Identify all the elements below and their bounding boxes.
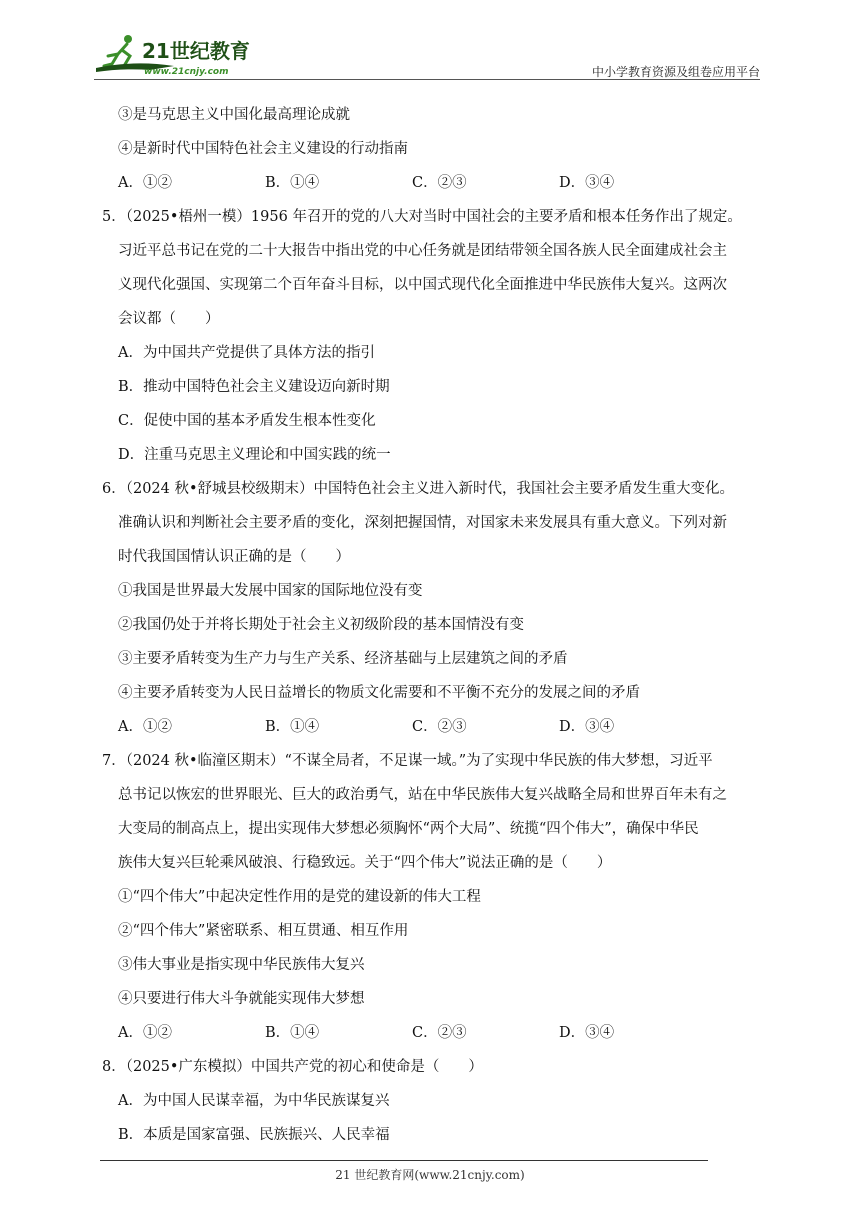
option-row — [102, 710, 772, 744]
statement-item: ④是新时代中国特色社会主义建设的行动指南 — [118, 141, 408, 157]
question-stem: 6．（2024 秋•舒城县校级期末）中国特色社会主义进入新时代，我国社会主要矛盾发生重大变化。 — [102, 481, 735, 497]
option-b: B．①④ — [265, 719, 320, 735]
option-d: D．③④ — [559, 1025, 615, 1041]
option-row — [102, 166, 772, 200]
statement-item: ③主要矛盾转变为生产力与生产关系、经济基础与上层建筑之间的矛盾 — [118, 651, 568, 667]
question-stem: 大变局的制高点上，提出实现伟大梦想必须胸怀“两个大局”、统揽“四个伟大”，确保中华民 — [118, 821, 699, 837]
question-stem: 族伟大复兴巨轮乘风破浪、行稳致远。关于“四个伟大”说法正确的是（ ） — [118, 855, 612, 871]
option-b: B．①④ — [265, 175, 320, 191]
statement-item: ②“四个伟大”紧密联系、相互贯通、相互作用 — [118, 923, 409, 939]
option-d: D．③④ — [559, 175, 615, 191]
question-5 — [102, 200, 772, 472]
question-stem: 总书记以恢宏的世界眼光、巨大的政治勇气，站在中华民族伟大复兴战略全局和世界百年未有之 — [118, 787, 727, 803]
question-stem: 习近平总书记在党的二十大报告中指出党的中心任务就是团结带领全国各族人民全面建成社会主 — [118, 243, 727, 259]
site-logo — [94, 32, 264, 76]
question-stem: 义现代化强国、实现第二个百年奋斗目标，以中国式现代化全面推进中华民族伟大复兴。这两次 — [118, 277, 727, 293]
carry-over-question — [102, 98, 772, 200]
question-stem: 7．（2024 秋•临潼区期末）“不谋全局者，不足谋一域。”为了实现中华民族的伟大梦想，习近平 — [102, 753, 713, 769]
option-c: C．②③ — [412, 719, 467, 735]
logo-runner-body — [104, 44, 130, 66]
header-divider — [94, 79, 760, 80]
page-header — [94, 30, 760, 80]
logo-runner-head — [124, 35, 132, 43]
logo-text: 21世纪教育 — [142, 39, 250, 63]
statement-item: ④主要矛盾转变为人民日益增长的物质文化需要和不平衡不充分的发展之间的矛盾 — [118, 685, 640, 701]
option-a: A．①② — [118, 175, 172, 191]
statement-item: ③是马克思主义中国化最高理论成就 — [118, 107, 350, 123]
question-stem: 会议都（ ） — [118, 311, 220, 327]
choice-b: B．推动中国特色社会主义建设迈向新时期 — [118, 379, 390, 395]
option-d: D．③④ — [559, 719, 615, 735]
option-a: A．①② — [118, 719, 172, 735]
question-6 — [102, 472, 772, 744]
statement-item: ③伟大事业是指实现中华民族伟大复兴 — [118, 957, 365, 973]
question-7 — [102, 744, 772, 1050]
footer-divider — [100, 1160, 708, 1161]
question-stem: 时代我国国情认识正确的是（ ） — [118, 549, 350, 565]
statement-item: ④只要进行伟大斗争就能实现伟大梦想 — [118, 991, 365, 1007]
option-c: C．②③ — [412, 175, 467, 191]
choice-c: C．促使中国的基本矛盾发生根本性变化 — [118, 413, 376, 429]
question-content — [102, 98, 772, 1152]
choice-a: A．为中国共产党提供了具体方法的指引 — [118, 345, 375, 361]
choice-d: D．注重马克思主义理论和中国实践的统一 — [118, 447, 391, 463]
choice-a: A．为中国人民谋幸福，为中华民族谋复兴 — [118, 1093, 390, 1109]
statement-item: ①我国是世界最大发展中国家的国际地位没有变 — [118, 583, 423, 599]
platform-title: 中小学教育资源及组卷应用平台 — [591, 65, 760, 79]
question-stem: 准确认识和判断社会主要矛盾的变化，深刻把握国情，对国家未来发展具有重大意义。下列对新 — [118, 515, 727, 531]
question-8 — [102, 1050, 772, 1152]
statement-item: ①“四个伟大”中起决定性作用的是党的建设新的伟大工程 — [118, 889, 481, 905]
logo-url: www.21cnjy.com — [144, 67, 229, 76]
choice-b: B．本质是国家富强、民族振兴、人民幸福 — [118, 1127, 390, 1143]
option-b: B．①④ — [265, 1025, 320, 1041]
option-a: A．①② — [118, 1025, 172, 1041]
question-stem: 5．（2025•梧州一模）1956 年召开的党的八大对当时中国社会的主要矛盾和根本任务作出了规定。 — [102, 209, 742, 225]
footer-text: 21 世纪教育网(www.21cnjy.com) — [335, 1168, 525, 1182]
option-row — [102, 1016, 772, 1050]
question-stem: 8．（2025•广东模拟）中国共产党的初心和使命是（ ） — [102, 1059, 483, 1075]
statement-item: ②我国仍处于并将长期处于社会主义初级阶段的基本国情没有变 — [118, 617, 524, 633]
option-c: C．②③ — [412, 1025, 467, 1041]
